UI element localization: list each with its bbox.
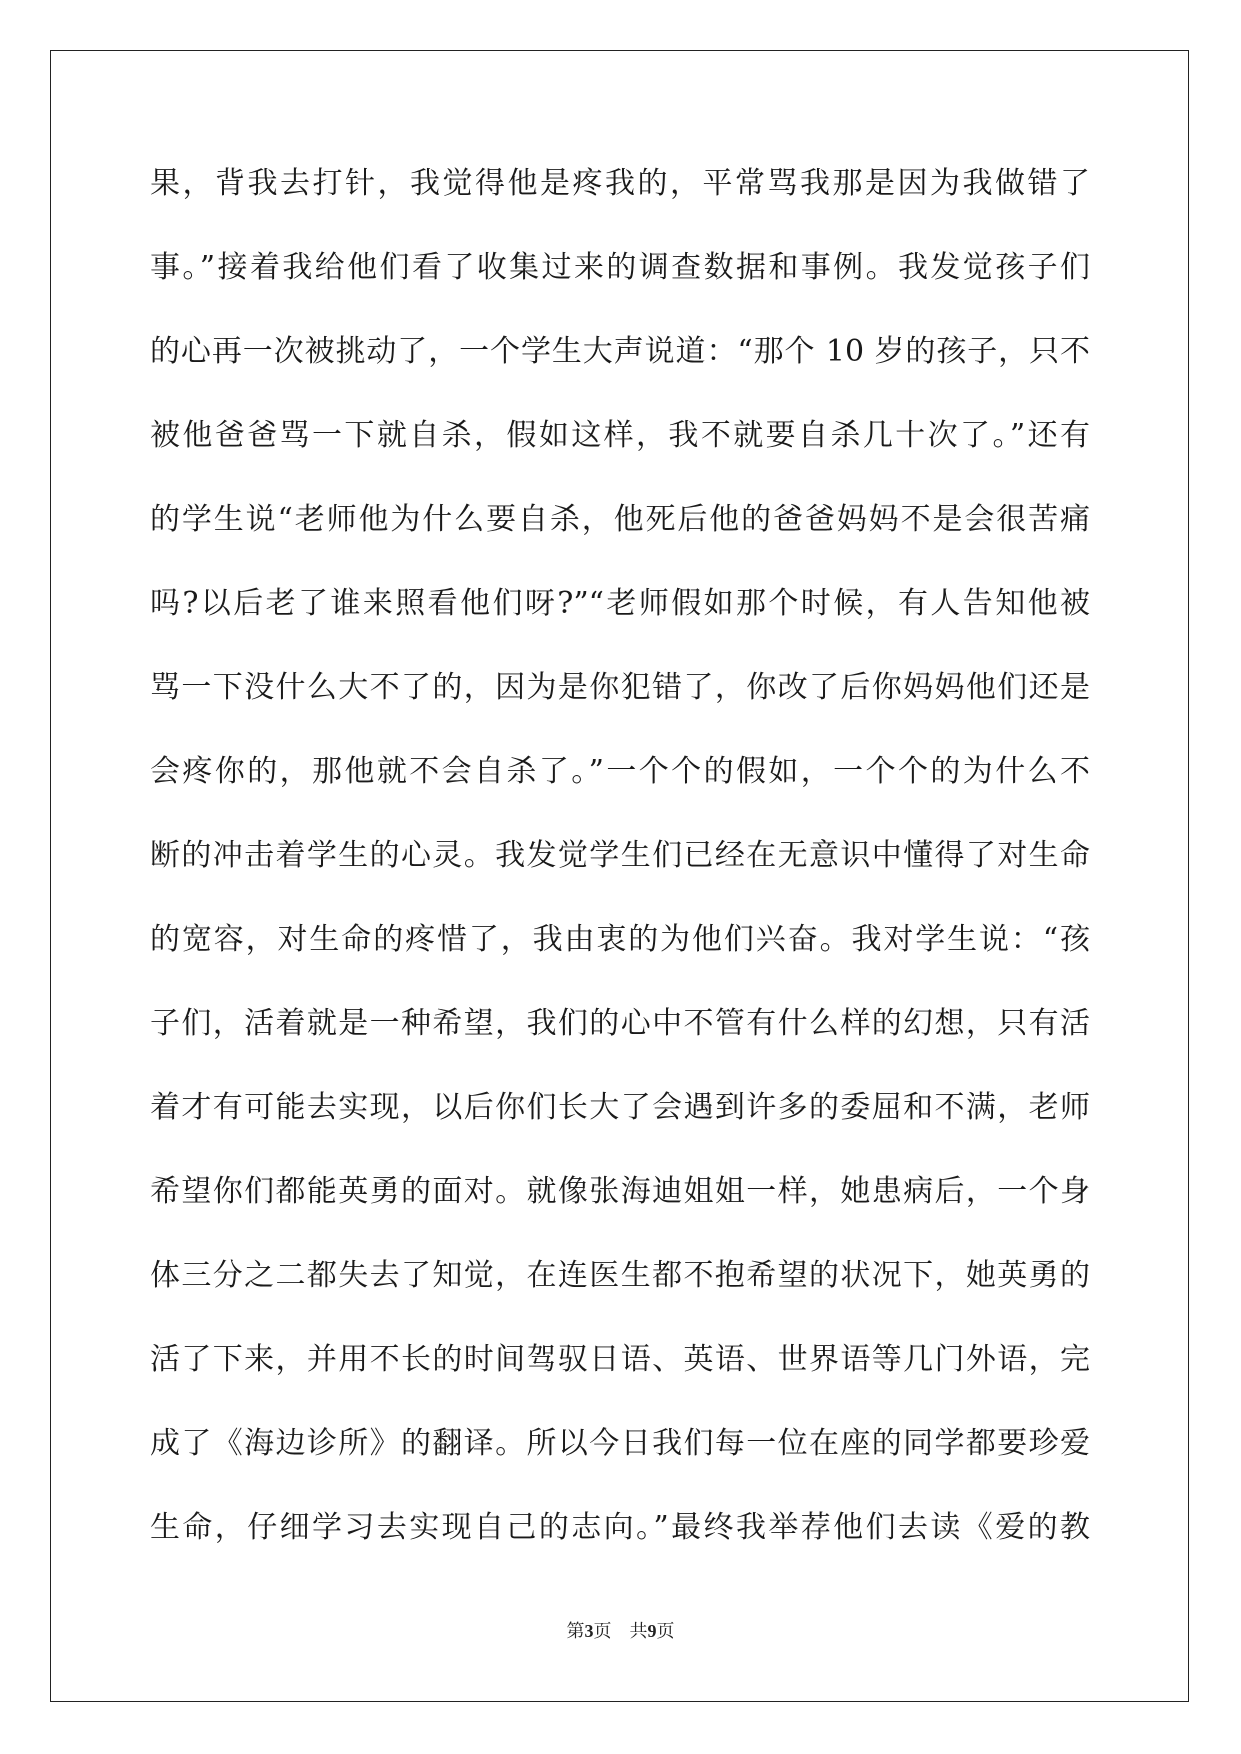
text-line-13: 希望你们都能英勇的面对。就像张海迪姐姐一样，她患病后，一个身 [150, 1174, 1090, 1209]
text-line-6: 吗?以后老了谁来照看他们呀?”“老师假如那个时候，有人告知他被 [150, 586, 1090, 621]
total-prefix: 共 [629, 1621, 648, 1642]
total-suffix: 页 [656, 1621, 675, 1642]
page-suffix: 页 [593, 1621, 612, 1642]
text-line-15: 活了下来，并用不长的时间驾驭日语、英语、世界语等几门外语，完 [150, 1342, 1090, 1377]
page-total-number: 9 [647, 1621, 657, 1641]
text-line-5: 的学生说“老师他为什么要自杀，他死后他的爸爸妈妈不是会很苦痛 [150, 502, 1090, 537]
text-line-3: 的心再一次被挑动了，一个学生大声说道：“那个 10 岁的孩子，只不 [150, 334, 1090, 369]
text-line-11: 子们，活着就是一种希望，我们的心中不管有什么样的幻想，只有活 [150, 1006, 1090, 1041]
text-line-16: 成了《海边诊所》的翻译。所以今日我们每一位在座的同学都要珍爱 [150, 1426, 1090, 1461]
text-line-2: 事。”接着我给他们看了收集过来的调查数据和事例。我发觉孩子们 [150, 250, 1090, 285]
text-line-8: 会疼你的，那他就不会自杀了。”一个个的假如，一个个的为什么不 [150, 754, 1090, 789]
text-line-12: 着才有可能去实现，以后你们长大了会遇到许多的委屈和不满，老师 [150, 1090, 1090, 1125]
page-prefix: 第 [566, 1621, 585, 1642]
body-text [150, 152, 1090, 1580]
text-line-17: 生命，仔细学习去实现自己的志向。”最终我举荐他们去读《爱的教 [150, 1510, 1090, 1545]
page-footer [0, 1617, 1241, 1643]
text-line-4: 被他爸爸骂一下就自杀，假如这样，我不就要自杀几十次了。”还有 [150, 418, 1090, 453]
text-line-7: 骂一下没什么大不了的，因为是你犯错了，你改了后你妈妈他们还是 [150, 670, 1090, 705]
text-line-9: 断的冲击着学生的心灵。我发觉学生们已经在无意识中懂得了对生命 [150, 838, 1090, 873]
text-line-1: 果，背我去打针，我觉得他是疼我的，平常骂我那是因为我做错了 [150, 166, 1090, 201]
text-line-14: 体三分之二都失去了知觉，在连医生都不抱希望的状况下，她英勇的 [150, 1258, 1090, 1293]
page-current-number: 3 [584, 1621, 594, 1641]
text-line-10: 的宽容，对生命的疼惜了，我由衷的为他们兴奋。我对学生说：“孩 [150, 922, 1090, 957]
